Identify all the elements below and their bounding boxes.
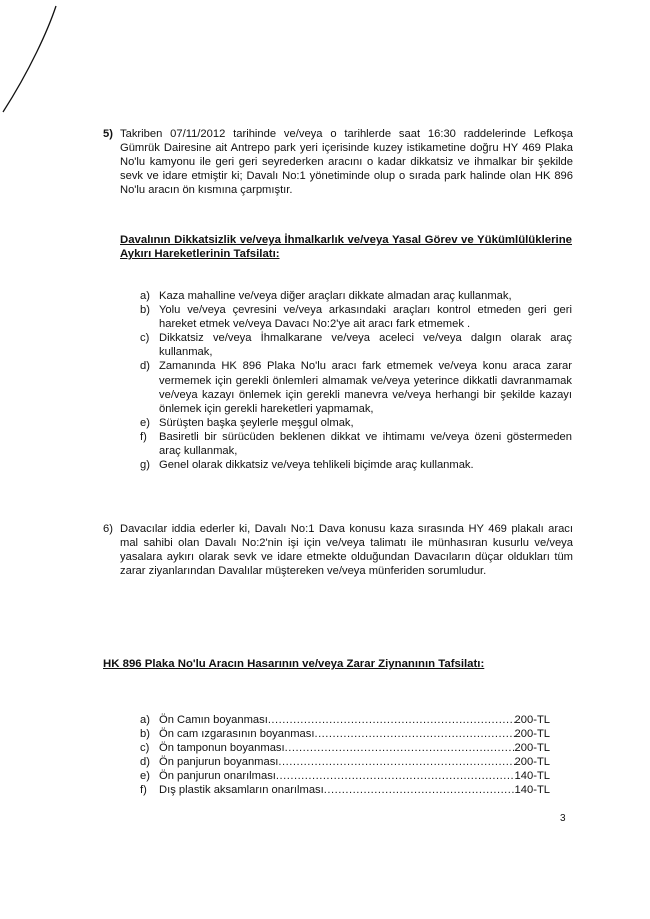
list-item: d) Zamanında HK 896 Plaka No'lu aracı fark etmemek ve/veya konu araca zarar vermemek için gerekli önlemleri almamak ve/veya yeterince dikkatli davranmamak ve/veya kazayı önlemek için gerekli manevra ve/veya herhangi bir şekilde kazayı önlemek için gerekli hareketleri yapmamak, [140, 360, 572, 415]
cost-item: c) Ön tamponun boyanması ..... 200-TL [140, 741, 550, 755]
cost-item: e) Ön panjurun onarılması ..... 140-TL [140, 769, 550, 783]
list-item: c) Dikkatsiz ve/veya İhmalkarane ve/veya aceleci ve/veya dalgın olarak araç kullanmak, [140, 332, 572, 359]
cost-item: a) Ön Camın boyanması ..... 200-TL [140, 713, 550, 727]
damage-cost-list [140, 713, 550, 797]
paragraph-text: Takriben 07/11/2012 tarihinde ve/veya o tarihlerde saat 16:30 raddelerinde Lefkoşa Gümrük Dairesine ait Antrepo park yeri içerisinde kuzey istikametine doğru HY 469 Plaka No'lu kamyonu ile geri geri seyrederken aracını o kadar dikkatsiz ve ihmalkar bir şekilde sevk ve idare etmiştir ki; Davalı No:1 yönetiminde olup o sırada park halinde olan HK 896 No'lu aracın ön kısmına çarpmıştır. [120, 128, 573, 196]
page-number: 3 [560, 813, 566, 824]
cost-item: f) Dış plastik aksamların onarılması ..... 140-TL [140, 783, 550, 797]
list-item: e) Sürüşten başka şeylerle meşgul olmak, [140, 416, 354, 429]
paragraph-5 [103, 127, 573, 197]
cost-amount: 200-TL [514, 742, 550, 754]
cost-amount: 140-TL [514, 770, 550, 782]
pen-stroke-mark [0, 0, 70, 130]
list-item: b) Yolu ve/veya çevresini ve/veya arkasındaki araçları kontrol etmeden geri geri hareket etmek ve/veya Davacı No:2'ye ait aracı fark etmemek . [140, 304, 572, 331]
cost-amount: 200-TL [514, 714, 550, 726]
cost-item: d) Ön panjurun boyanması ..... 200-TL [140, 755, 550, 769]
cost-item: b) Ön cam ızgarasının boyanması ..... 200-TL [140, 727, 550, 741]
negligence-list [140, 289, 572, 472]
cost-amount: 200-TL [514, 728, 550, 740]
list-item: a) Kaza mahalline ve/veya diğer araçları dikkate almadan araç kullanmak, [140, 290, 512, 302]
paragraph-text: Davacılar iddia ederler ki, Davalı No:1 Dava konusu kaza sırasında HY 469 plakalı aracı mal sahibi olan Davalı No:2'nin işi için ve/veya talimatı ile münhasıran kusurlu ve/veya yasalara aykırı olarak sevk ve idare etmekte olduğundan Davacıların düçar oldukları tüm zarar ziyanlarından Davalılar müştereken ve/veya münferiden sorumludur. [120, 523, 573, 577]
damage-heading: HK 896 Plaka No'lu Aracın Hasarının ve/veya Zarar Ziynanının Tafsilatı: [103, 658, 485, 670]
list-item: f) Basiretli bir sürücüden beklenen dikkat ve ihtimamı ve/veya özeni göstermeden araç kullanmak, [140, 430, 572, 458]
paragraph-number: 5) [103, 128, 113, 140]
list-item: g) Genel olarak dikkatsiz ve/veya tehlikeli biçimde araç kullanmak. [140, 459, 474, 472]
paragraph-6 [103, 522, 573, 578]
cost-amount: 200-TL [514, 756, 550, 768]
negligence-heading: Davalının Dikkatsizlik ve/veya İhmalkarlık ve/veya Yasal Görev ve Yükümlülüklerine Aykırı Hareketlerinin Tafsilatı: [120, 234, 572, 260]
paragraph-number: 6) [103, 523, 113, 535]
cost-amount: 140-TL [514, 784, 550, 796]
